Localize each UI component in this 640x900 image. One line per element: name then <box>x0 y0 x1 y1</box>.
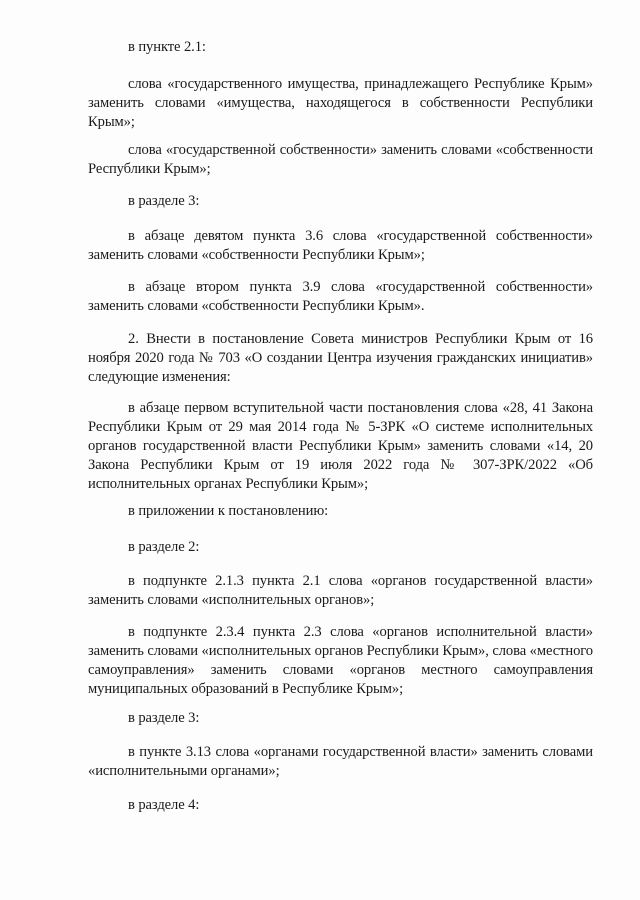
paragraph-1: в пункте 2.1: <box>128 39 206 55</box>
paragraph-6: в абзаце втором пункта 3.9 слова «государственной собственности» заменить словами «собственности Республики Крым». <box>88 279 593 314</box>
paragraph-10: в разделе 2: <box>128 539 200 555</box>
paragraph-15: в разделе 4: <box>128 797 200 813</box>
paragraph-14: в пункте 3.13 слова «органами государственной власти» заменить словами «исполнительными органами»; <box>88 744 593 779</box>
paragraph-3: слова «государственной собственности» заменить словами «собственности Республики Крым»; <box>88 142 593 177</box>
paragraph-11: в подпункте 2.1.3 пункта 2.1 слова «органов государственной власти» заменить словами «исполнительных органов»; <box>88 573 593 608</box>
paragraph-12: в подпункте 2.3.4 пункта 2.3 слова «органов исполнительной власти» заменить словами «исполнительных органов Республики Крым», слова «местного самоуправления» заменить словами «органов местного самоуправления муниципальных образований в Республике Крым»; <box>88 624 593 697</box>
paragraph-13: в разделе 3: <box>128 710 200 726</box>
paragraph-2: слова «государственного имущества, принадлежащего Республике Крым» заменить словами «имущества, находящегося в собственности Республики Крым»; <box>88 76 593 130</box>
paragraph-5: в абзаце девятом пункта 3.6 слова «государственной собственности» заменить словами «собственности Республики Крым»; <box>88 228 593 263</box>
paragraph-9: в приложении к постановлению: <box>128 503 329 519</box>
paragraph-7: 2. Внести в постановление Совета министров Республики Крым от 16 ноября 2020 года № 703 «О создании Центра изучения гражданских инициатив» следующие изменения: <box>88 331 593 385</box>
paragraph-8: в абзаце первом вступительной части постановления слова «28, 41 Закона Республики Крым от 29 мая 2014 года № 5-ЗРК «О системе исполнительных органов государственной власти Республики Крым» заменить словами «14, 20 Закона Республики Крым от 19 июля 2022 года № 307-ЗРК/2022 «Об исполнительных органах Республики Крым»; <box>88 400 593 492</box>
paragraph-4: в разделе 3: <box>128 193 200 209</box>
